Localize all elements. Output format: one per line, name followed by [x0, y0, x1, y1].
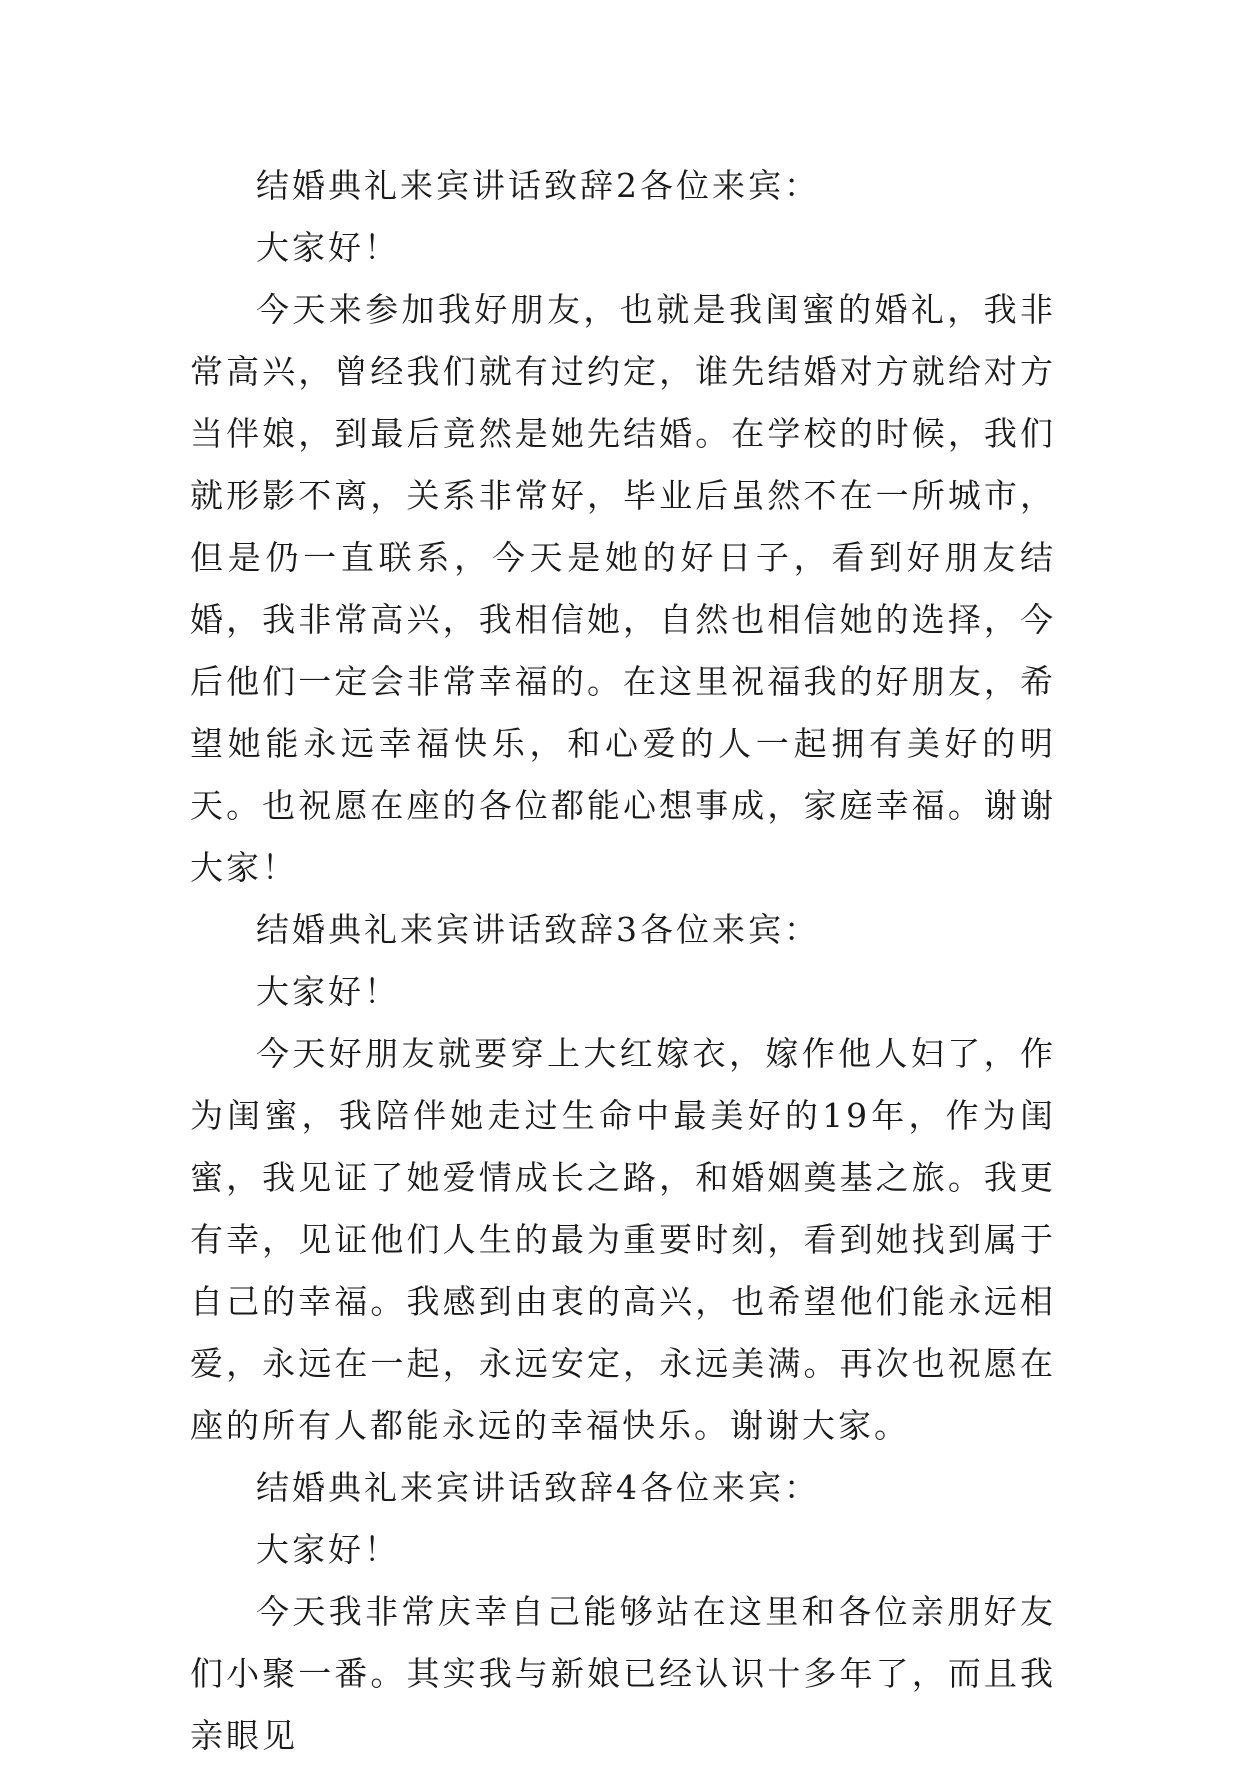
greeting-paragraph: 大家好！: [256, 1530, 400, 1569]
speech-heading-4: 结婚典礼来宾讲话致辞4各位来宾：: [256, 1468, 820, 1507]
speech-body-paragraph: 今天好朋友就要穿上大红嫁衣，嫁作他人妇了，作为闺蜜，我陪伴她走过生命中最美好的19年，作为闺蜜，我见证了她爱情成长之路，和婚姻奠基之旅。我更有幸，见证他们人生的最为重要时刻，看到她找到属于自己的幸福。我感到由衷的高兴，也希望他们能永远相爱，永远在一起，永远安定，永远美满。再次也祝愿在座的所有人都能永远的幸福快乐。谢谢大家。: [190, 1034, 1056, 1445]
greeting-paragraph: 大家好！: [256, 228, 400, 267]
speech-body-paragraph: 今天我非常庆幸自己能够站在这里和各位亲朋好友们小聚一番。其实我与新娘已经认识十多年了，而且我亲眼见: [190, 1592, 1056, 1755]
document-body: [190, 155, 1056, 1767]
speech-heading-2: 结婚典礼来宾讲话致辞2各位来宾：: [256, 166, 820, 205]
speech-body-paragraph: 今天来参加我好朋友，也就是我闺蜜的婚礼，我非常高兴，曾经我们就有过约定，谁先结婚对方就给对方当伴娘，到最后竟然是她先结婚。在学校的时候，我们就形影不离，关系非常好，毕业后虽然不在一所城市，但是仍一直联系，今天是她的好日子，看到好朋友结婚，我非常高兴，我相信她，自然也相信她的选择，今后他们一定会非常幸福的。在这里祝福我的好朋友，希望她能永远幸福快乐，和心爱的人一起拥有美好的明天。也祝愿在座的各位都能心想事成，家庭幸福。谢谢大家！: [190, 290, 1056, 887]
speech-heading-3: 结婚典礼来宾讲话致辞3各位来宾：: [256, 910, 820, 949]
greeting-paragraph: 大家好！: [256, 972, 400, 1011]
